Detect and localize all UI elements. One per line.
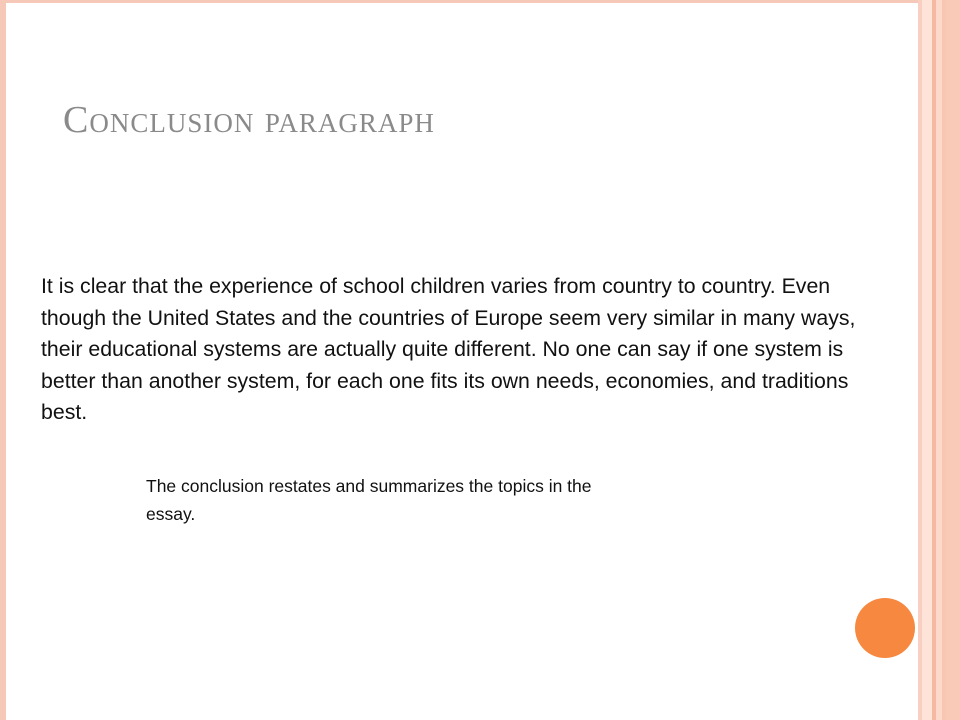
- explanatory-note: The conclusion restates and summarizes the topics in the essay.: [146, 476, 592, 524]
- accent-circle: [855, 598, 915, 658]
- slide-title: Conclusion paragraph: [63, 99, 435, 141]
- conclusion-paragraph: It is clear that the experience of school children varies from country to country. Even though the United States and the countries of Europe seem very similar in many ways, their educational systems are actually quite different. No one can say if one system is better than another system, for each one fits its own needs, economies, and traditions best.: [41, 274, 856, 424]
- frame-top-border: [0, 0, 918, 3]
- stripe: [946, 0, 960, 720]
- frame-left-border: [0, 0, 6, 720]
- decorative-stripes: [918, 0, 960, 720]
- stripe: [922, 0, 932, 720]
